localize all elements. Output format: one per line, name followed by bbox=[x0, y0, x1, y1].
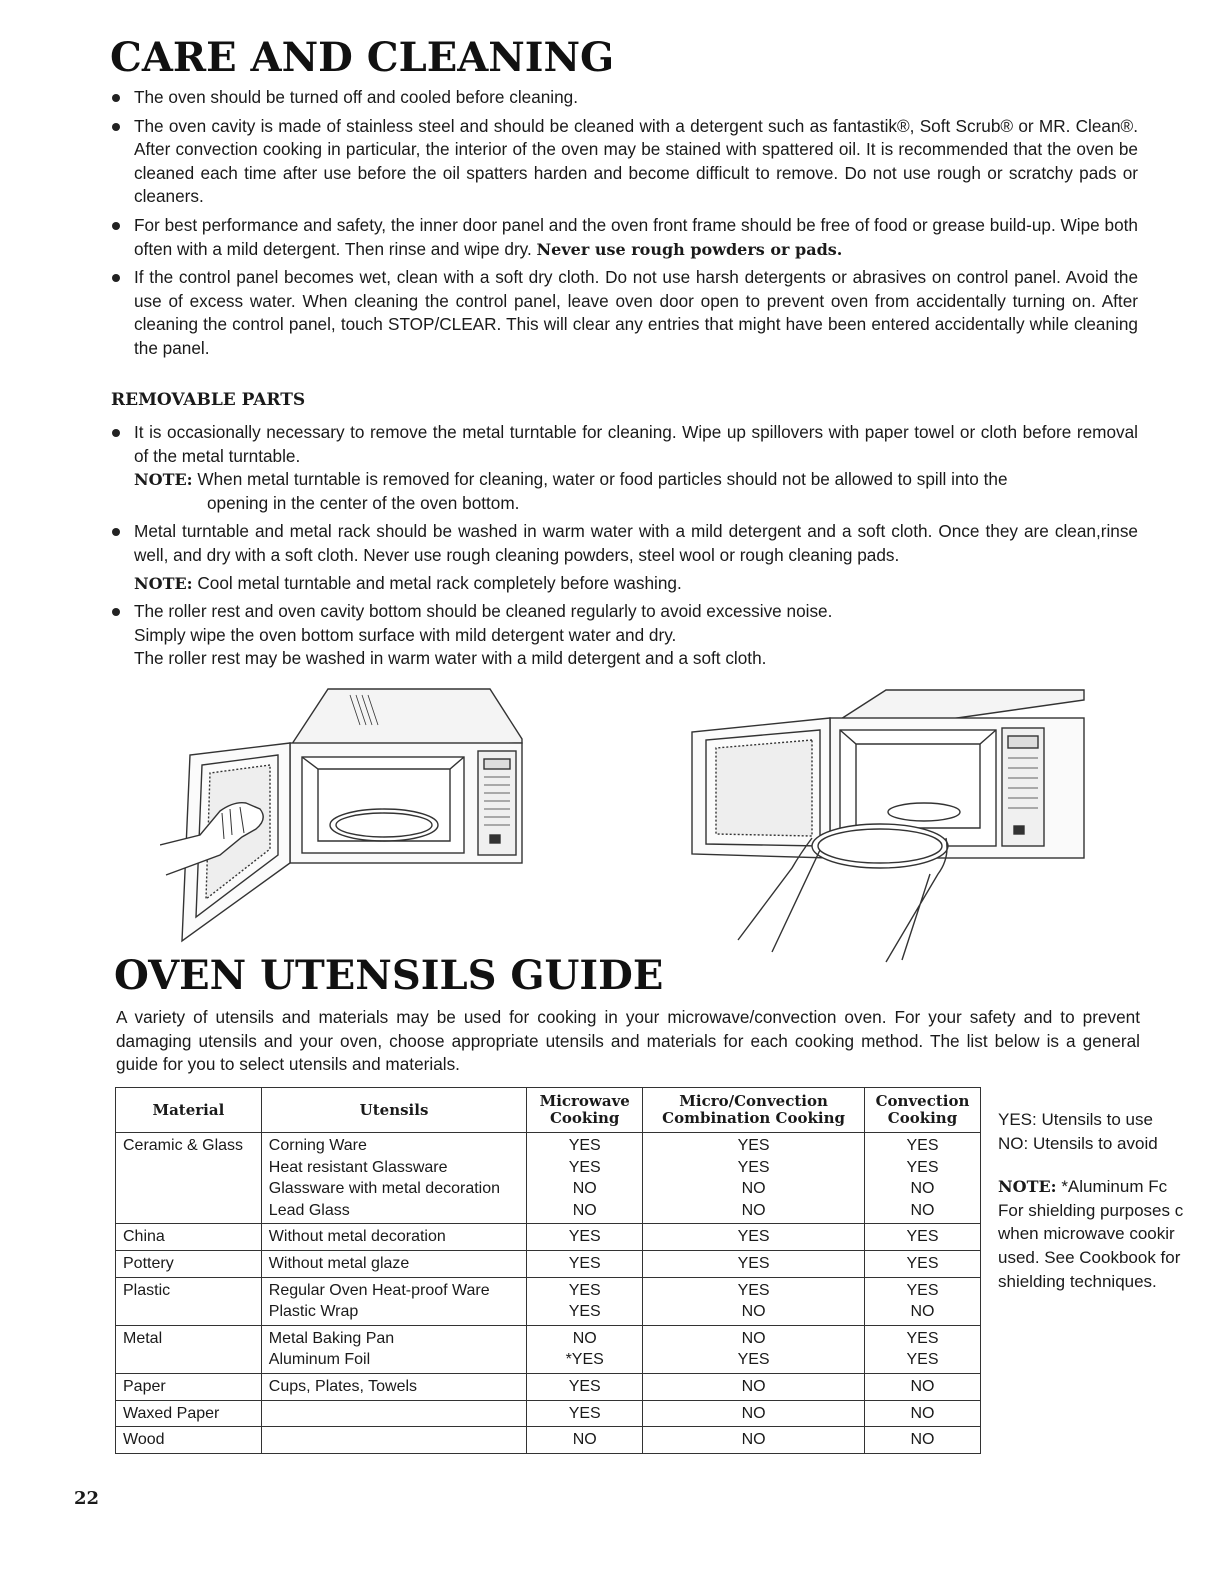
table-body bbox=[116, 1133, 981, 1454]
parts-bullet: The roller rest and oven cavity bottom should be cleaned regularly to avoid excessive noise. Simply wipe the oven bottom surface with mild detergent water and dry. The roller rest may be washed in warm water with a mild detergent and a soft cloth. bbox=[110, 600, 1138, 671]
turntable bbox=[812, 824, 948, 868]
cell-convection: NO bbox=[864, 1373, 980, 1400]
care-and-cleaning-title: CARE AND CLEANING bbox=[110, 34, 615, 81]
cell-convection: YES NO bbox=[864, 1277, 980, 1325]
bullet-icon bbox=[112, 94, 120, 102]
note: NOTE: When metal turntable is removed for cleaning, water or food particles should not be allowed to spill into the bbox=[134, 469, 1008, 490]
bullet-icon bbox=[112, 528, 120, 536]
cell-convection: NO bbox=[864, 1427, 980, 1454]
bullet-icon bbox=[112, 608, 120, 616]
parts-bullet: Metal turntable and metal rack should be washed in warm water with a mild detergent and a soft cloth. Once they are clean,rinse well, and dry with a soft cloth. Never use rough cleaning powders, steel wool or rough cleaning pads. NOTE: Cool metal turntable and metal rack completely before washing. bbox=[110, 520, 1138, 595]
illustration-wiping-door bbox=[160, 685, 530, 947]
cell-convection: YES bbox=[864, 1250, 980, 1277]
cell-utensils bbox=[261, 1427, 526, 1454]
cell-utensils: Corning Ware Heat resistant Glassware Glassware with metal decoration Lead Glass bbox=[261, 1133, 526, 1224]
removable-parts-list bbox=[110, 421, 1138, 676]
table-row bbox=[116, 1277, 981, 1325]
cell-utensils: Metal Baking Pan Aluminum Foil bbox=[261, 1325, 526, 1373]
oven-cavity bbox=[302, 757, 464, 853]
removable-parts-heading: REMOVABLE PARTS bbox=[111, 390, 306, 410]
cell-convection: YES YES bbox=[864, 1325, 980, 1373]
cell-microwave: NO *YES bbox=[527, 1325, 643, 1373]
page-number: 22 bbox=[74, 1488, 100, 1509]
header-convection: Convection Cooking bbox=[864, 1088, 980, 1133]
bullet-icon bbox=[112, 123, 120, 131]
cell-microwave: NO bbox=[527, 1427, 643, 1454]
cell-material: Plastic bbox=[116, 1277, 262, 1325]
cell-combination: YES YES NO NO bbox=[643, 1133, 865, 1224]
cell-convection: NO bbox=[864, 1400, 980, 1427]
table-row bbox=[116, 1250, 981, 1277]
cell-microwave: YES bbox=[527, 1224, 643, 1251]
cell-microwave: YES bbox=[527, 1400, 643, 1427]
note: NOTE: Cool metal turntable and metal rack completely before washing. bbox=[134, 572, 682, 593]
cell-combination: YES bbox=[643, 1250, 865, 1277]
cell-material: Pottery bbox=[116, 1250, 262, 1277]
illustration-removing-turntable bbox=[680, 678, 1090, 968]
guide-intro: A variety of utensils and materials may be used for cooking in your microwave/convection oven. For your safety and to prevent damaging utensils and your oven, choose appropriate utensils and materials for each cooking method. The list below is a general guide for you to select utensils and materials. bbox=[116, 1007, 1140, 1075]
header-material: Material bbox=[116, 1088, 262, 1133]
cell-material: Waxed Paper bbox=[116, 1400, 262, 1427]
cell-combination: NO bbox=[643, 1427, 865, 1454]
cell-utensils: Without metal decoration bbox=[261, 1224, 526, 1251]
care-bullet: For best performance and safety, the inner door panel and the oven front frame should be free of food or grease build-up. Wipe both often with a mild detergent. Then rinse and wipe dry. Never use rough powders or pads. bbox=[110, 214, 1138, 261]
cell-material: Metal bbox=[116, 1325, 262, 1373]
parts-bullet: It is occasionally necessary to remove the metal turntable for cleaning. Wipe up spillovers with paper towel or cloth before removal of the metal turntable. NOTE: When metal turntable is removed for cleaning, water or food particles should not be allowed to spill into the opening in the center of the oven bottom. bbox=[110, 421, 1138, 515]
cell-combination: YES bbox=[643, 1224, 865, 1251]
cell-microwave: YES YES bbox=[527, 1277, 643, 1325]
cell-microwave: YES bbox=[527, 1250, 643, 1277]
cell-combination: NO bbox=[643, 1400, 865, 1427]
header-utensils: Utensils bbox=[261, 1088, 526, 1133]
warning-text: Never use rough powders or pads. bbox=[536, 239, 843, 259]
legend-note: NOTE: *Aluminum Fc bbox=[998, 1177, 1168, 1197]
table-row bbox=[116, 1325, 981, 1373]
cell-material: Paper bbox=[116, 1373, 262, 1400]
cell-combination: YES NO bbox=[643, 1277, 865, 1325]
cell-material: China bbox=[116, 1224, 262, 1251]
bullet-icon bbox=[112, 274, 120, 282]
table-row bbox=[116, 1224, 981, 1251]
cell-convection: YES bbox=[864, 1224, 980, 1251]
cell-material: Ceramic & Glass bbox=[116, 1133, 262, 1224]
cell-combination: NO bbox=[643, 1373, 865, 1400]
table-row bbox=[116, 1400, 981, 1427]
cell-utensils: Regular Oven Heat-proof Ware Plastic Wrap bbox=[261, 1277, 526, 1325]
care-bullet-list bbox=[110, 86, 1138, 366]
cell-utensils: Without metal glaze bbox=[261, 1250, 526, 1277]
utensils-table bbox=[115, 1087, 981, 1454]
care-bullet: The oven should be turned off and cooled before cleaning. bbox=[110, 86, 1138, 110]
table-row bbox=[116, 1427, 981, 1454]
cell-microwave: YES YES NO NO bbox=[527, 1133, 643, 1224]
oven-utensils-guide-title: OVEN UTENSILS GUIDE bbox=[114, 952, 664, 999]
header-combination: Micro/Convection Combination Cooking bbox=[643, 1088, 865, 1133]
care-bullet: The oven cavity is made of stainless steel and should be cleaned with a detergent such as fantastik®, Soft Scrub® or MR. Clean®. After convection cooking in particular, the interior of the oven may be stained with spattered oil. It is recommended that the oven be cleaned each time after use before the oil spatters harden and become difficult to remove. Do not use rough or scratchy pads or cleaners. bbox=[110, 115, 1138, 209]
legend-no: NO: Utensils to avoid bbox=[998, 1133, 1158, 1153]
cell-material: Wood bbox=[116, 1427, 262, 1454]
legend: YES: Utensils to use NO: Utensils to avoid NOTE: *Aluminum Fc For shielding purposes c when microwave cookir used. See Cookbook for shielding techniques. bbox=[998, 1108, 1224, 1293]
oven-top bbox=[290, 689, 522, 747]
table-row bbox=[116, 1373, 981, 1400]
cell-utensils: Cups, Plates, Towels bbox=[261, 1373, 526, 1400]
cell-convection: YES YES NO NO bbox=[864, 1133, 980, 1224]
cell-combination: NO YES bbox=[643, 1325, 865, 1373]
bullet-icon bbox=[112, 429, 120, 437]
legend-yes: YES: Utensils to use bbox=[998, 1110, 1153, 1129]
header-microwave: Microwave Cooking bbox=[527, 1088, 643, 1133]
cell-utensils bbox=[261, 1400, 526, 1427]
table-header-row bbox=[116, 1088, 981, 1133]
table-row bbox=[116, 1133, 981, 1224]
care-bullet: If the control panel becomes wet, clean with a soft dry cloth. Do not use harsh detergents or abrasives on control panel. Avoid the use of excess water. When cleaning the control panel, leave oven door open to prevent oven from accidentally turning on. After cleaning the control panel, touch STOP/CLEAR. This will clear any entries that might have been entered accidentally while cleaning the panel. bbox=[110, 266, 1138, 360]
cell-microwave: YES bbox=[527, 1373, 643, 1400]
bullet-icon bbox=[112, 222, 120, 230]
